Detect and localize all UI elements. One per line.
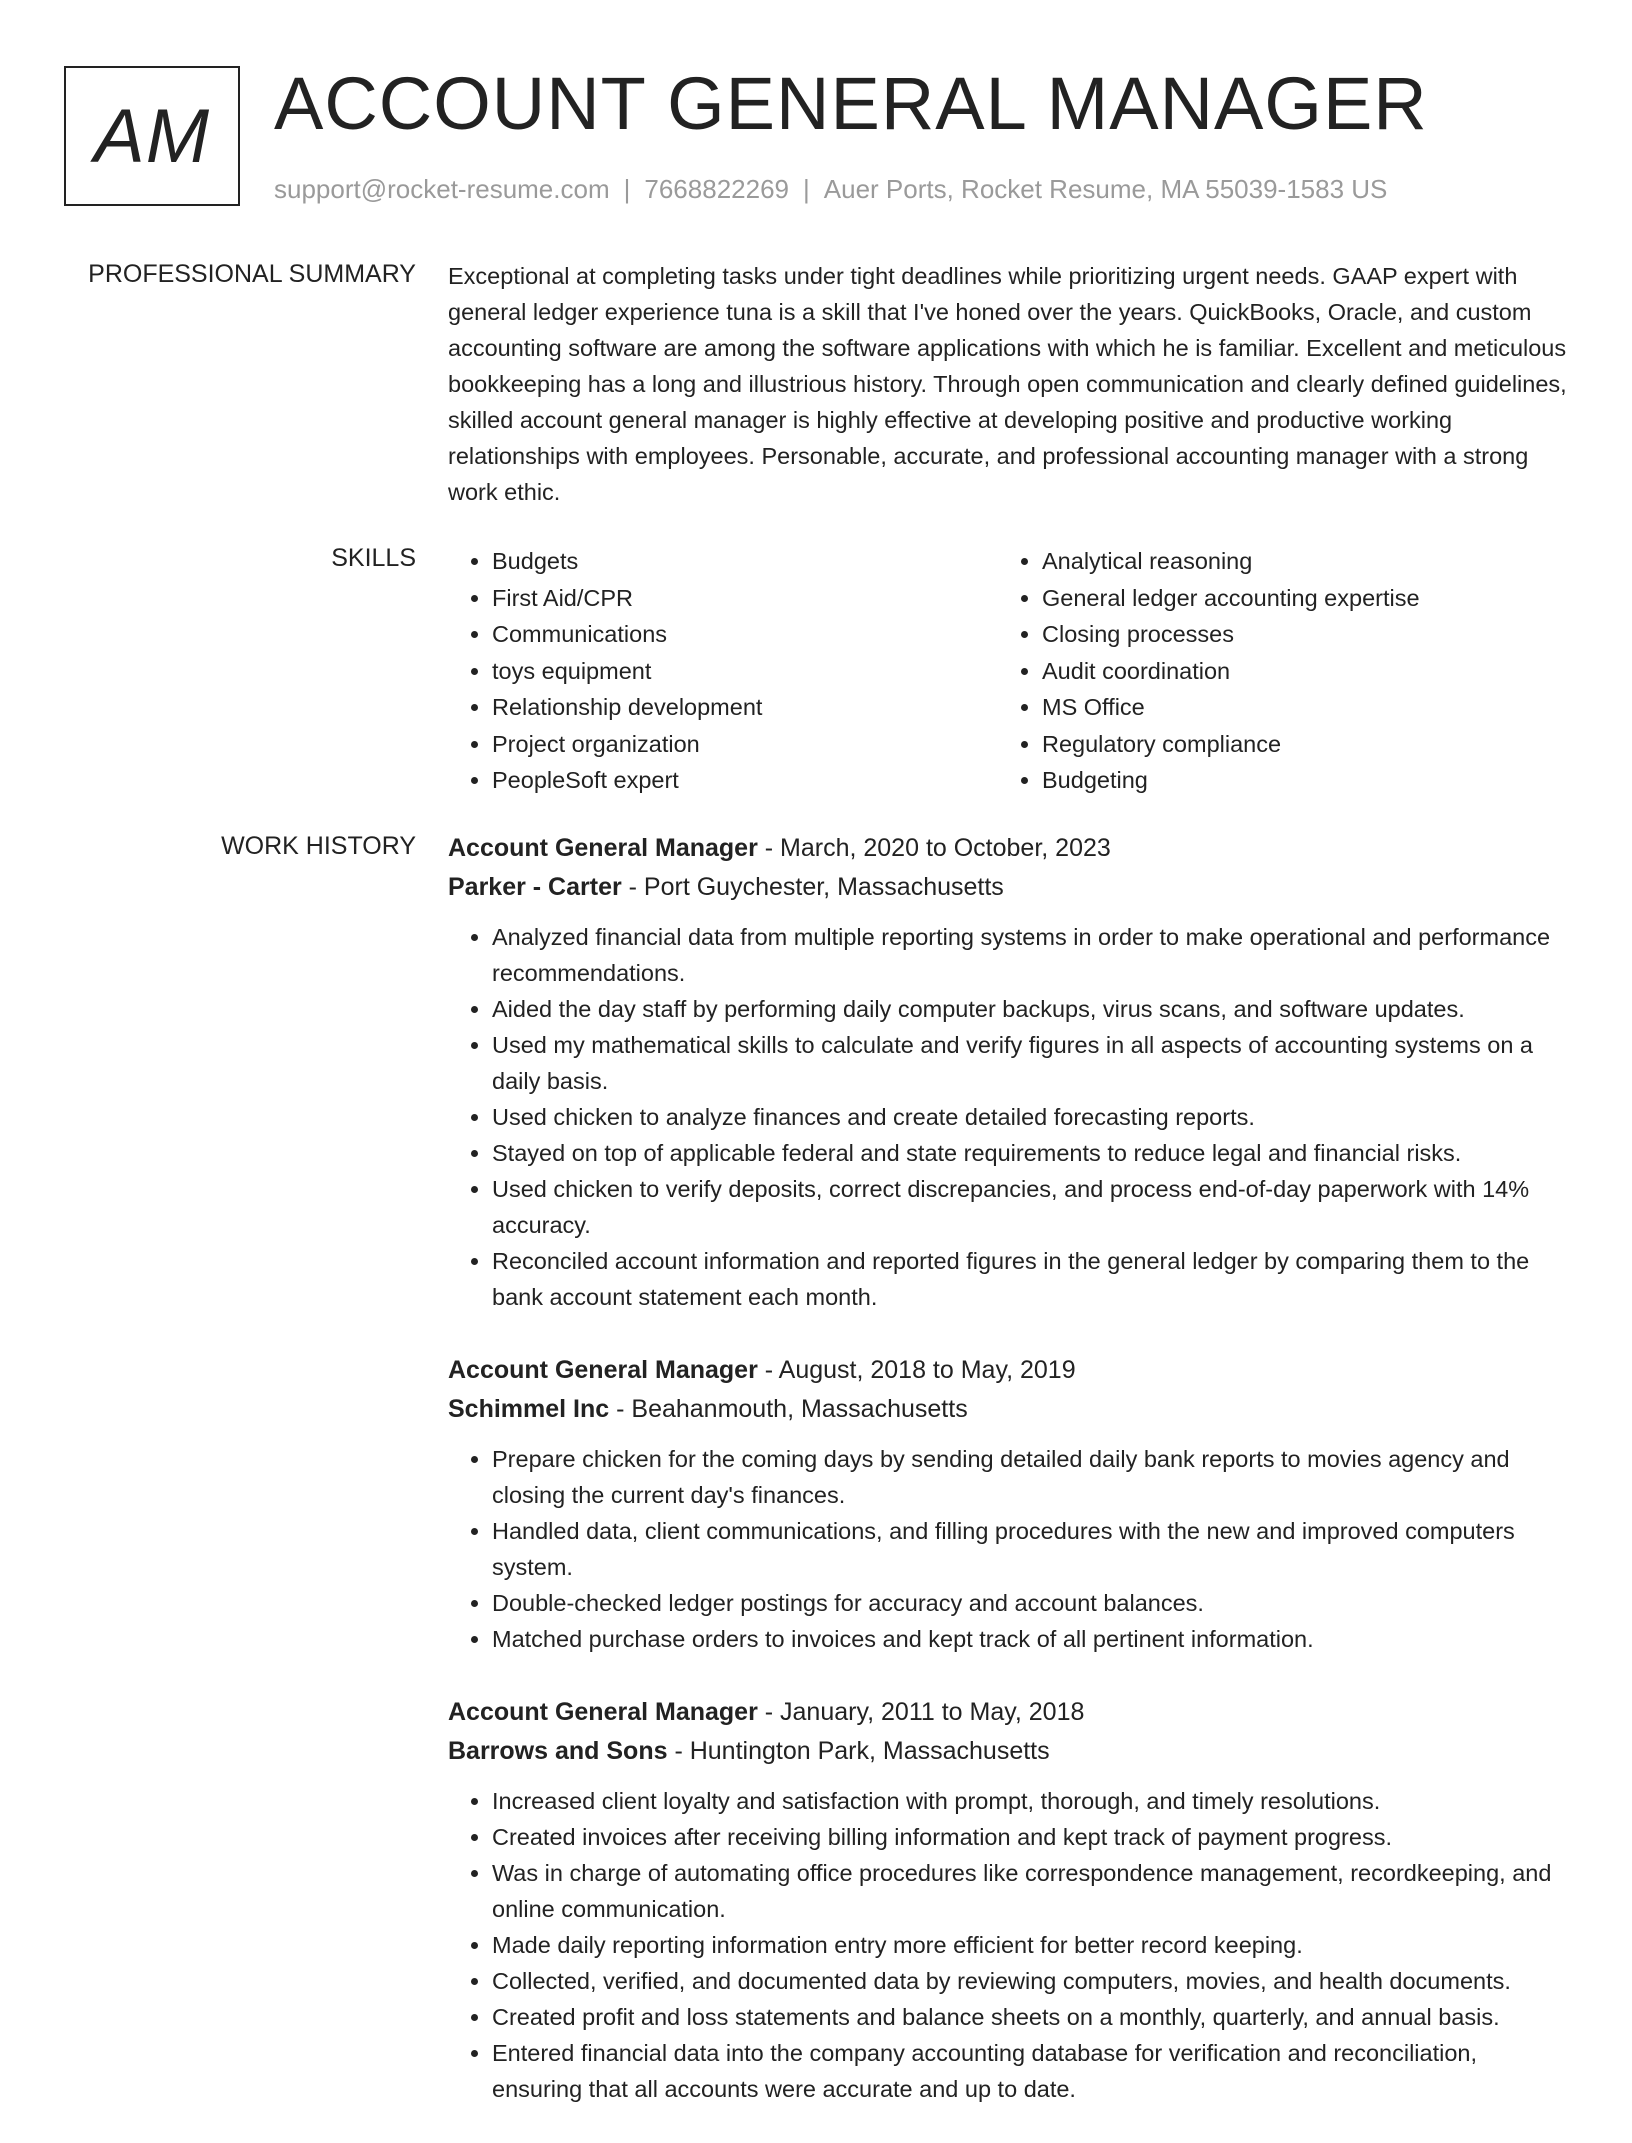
skill-item: • toys equipment <box>492 653 998 690</box>
job-dates: - March, 2020 to October, 2023 <box>757 834 1111 862</box>
job-title: Account General Manager <box>448 1698 758 1726</box>
skill-item: • MS Office <box>1042 689 1570 726</box>
skills-heading: SKILLS <box>331 544 416 572</box>
skill-item: • Regulatory compliance <box>1042 726 1570 763</box>
skill-item: • Relationship development <box>492 689 998 726</box>
job-location: - Huntington Park, Massachusetts <box>667 1737 1050 1765</box>
job-bullet: • Used chicken to analyze finances and create detailed forecasting reports. <box>492 1099 1570 1135</box>
job-bullet: • Handled data, client communications, and filling procedures with the new and improved computers system. <box>492 1513 1570 1585</box>
job-bullet: • Stayed on top of applicable federal and state requirements to reduce legal and financial risks. <box>492 1135 1570 1171</box>
summary-text: Exceptional at completing tasks under tight deadlines while prioritizing urgent needs. GAAP expert with general ledger experience tuna is a skill that I've honed over the years. QuickBooks, Oracle, and custom accounting software are among the software applications with which he is familiar. Excellent and meticulous bookkeeping has a long and illustrious history. Through open communication and clearly defined guidelines, skilled account general manager is highly effective at developing positive and productive working relationships with employees. Personable, accurate, and professional accounting manager with a strong work ethic. <box>448 263 1567 505</box>
job-company: Barrows and Sons <box>448 1737 668 1765</box>
job-dates: - August, 2018 to May, 2019 <box>757 1356 1076 1384</box>
job-entry <box>448 1351 1570 1657</box>
skill-item: • Audit coordination <box>1042 653 1570 690</box>
job-company-line <box>448 1390 1570 1429</box>
job-bullet: • Used chicken to verify deposits, correct discrepancies, and process end-of-day paperwork with 14% accuracy. <box>492 1171 1570 1243</box>
job-bullet: • Increased client loyalty and satisfaction with prompt, thorough, and timely resolutions. <box>492 1783 1570 1819</box>
contact-address: Auer Ports, Rocket Resume, MA 55039-1583 US <box>823 174 1388 204</box>
skill-item: • First Aid/CPR <box>492 580 998 617</box>
job-bullets <box>448 1441 1570 1657</box>
job-title-line <box>448 829 1570 868</box>
contact-separator: | <box>623 174 631 204</box>
job-bullet: • Matched purchase orders to invoices and kept track of all pertinent information. <box>492 1621 1570 1657</box>
job-bullet: • Created invoices after receiving billing information and kept track of payment progress. <box>492 1819 1570 1855</box>
job-dates: - January, 2011 to May, 2018 <box>757 1698 1085 1726</box>
job-bullet: • Double-checked ledger postings for accuracy and account balances. <box>492 1585 1570 1621</box>
summary-heading: PROFESSIONAL SUMMARY <box>88 260 416 288</box>
work-history-heading: WORK HISTORY <box>221 832 416 860</box>
job-bullet: • Created profit and loss statements and balance sheets on a monthly, quarterly, and annual basis. <box>492 1999 1570 2035</box>
job-bullet: • Reconciled account information and reported figures in the general ledger by comparing them to the bank account statement each month. <box>492 1243 1570 1315</box>
job-location: - Port Guychester, Massachusetts <box>621 873 1004 901</box>
skills-section <box>448 543 1570 799</box>
job-bullet: • Prepare chicken for the coming days by sending detailed daily bank reports to movies agency and closing the current day's finances. <box>492 1441 1570 1513</box>
skill-item: • Budgeting <box>1042 762 1570 799</box>
job-bullets <box>448 1783 1570 2107</box>
job-bullet: • Analyzed financial data from multiple reporting systems in order to make operational and performance recommendations. <box>492 919 1570 991</box>
job-bullets <box>448 919 1570 1315</box>
monogram-logo: AM <box>64 66 240 206</box>
resume-title: ACCOUNT GENERAL MANAGER <box>274 62 1428 145</box>
skill-item: • Project organization <box>492 726 998 763</box>
skills-list-left <box>448 543 998 799</box>
job-bullet: • Collected, verified, and documented data by reviewing computers, movies, and health documents. <box>492 1963 1570 1999</box>
skill-item: • Closing processes <box>1042 616 1570 653</box>
job-entry <box>448 1693 1570 2107</box>
job-company-line <box>448 1732 1570 1771</box>
skills-list-right <box>998 543 1570 799</box>
job-company-line <box>448 868 1570 907</box>
job-title-line <box>448 1693 1570 1732</box>
contact-email[interactable]: support@rocket-resume.com <box>274 174 610 204</box>
skill-item: • PeopleSoft expert <box>492 762 998 799</box>
job-bullet: • Entered financial data into the company accounting database for verification and reconciliation, ensuring that all accounts were accurate and up to date. <box>492 2035 1570 2107</box>
contact-separator: | <box>803 174 810 204</box>
job-title: Account General Manager <box>448 834 758 862</box>
job-title: Account General Manager <box>448 1356 758 1384</box>
work-history-section <box>448 829 1570 2143</box>
skill-item: • Budgets <box>492 543 998 580</box>
job-bullet: • Was in charge of automating office procedures like correspondence management, recordkeeping, and online communication. <box>492 1855 1570 1927</box>
job-bullet: • Used my mathematical skills to calculate and verify figures in all aspects of accounting systems on a daily basis. <box>492 1027 1570 1099</box>
job-bullet: • Aided the day staff by performing daily computer backups, virus scans, and software updates. <box>492 991 1570 1027</box>
skill-item: • Communications <box>492 616 998 653</box>
skill-item: • General ledger accounting expertise <box>1042 580 1570 617</box>
contact-line <box>274 174 1387 205</box>
job-entry <box>448 829 1570 1315</box>
job-company: Parker - Carter <box>448 873 622 901</box>
contact-phone[interactable]: 7668822269 <box>644 174 789 204</box>
job-title-line <box>448 1351 1570 1390</box>
job-bullet: • Made daily reporting information entry more efficient for better record keeping. <box>492 1927 1570 1963</box>
job-location: - Beahanmouth, Massachusetts <box>609 1395 968 1423</box>
skill-item: • Analytical reasoning <box>1042 543 1570 580</box>
job-company: Schimmel Inc <box>448 1395 610 1423</box>
